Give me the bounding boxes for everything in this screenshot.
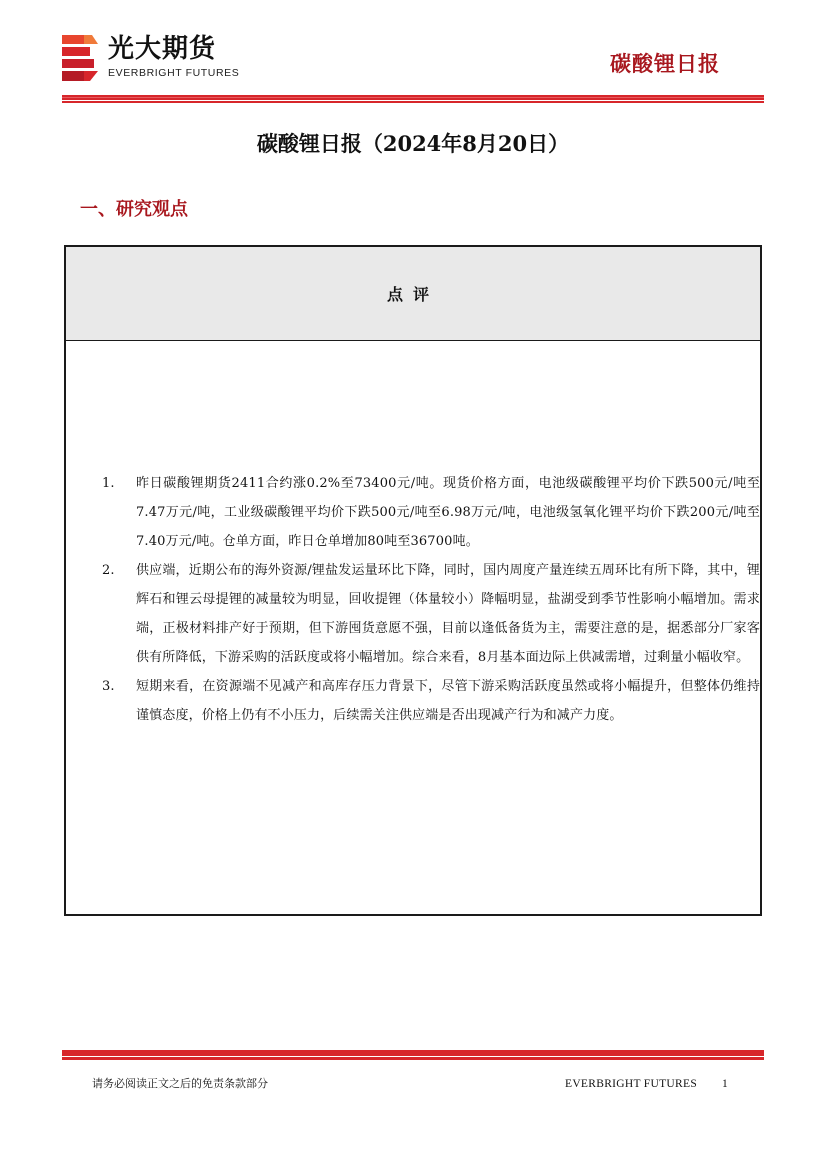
list-item-text: 昨日碳酸锂期货2411合约涨0.2%至73400元/吨。现货价格方面，电池级碳酸锂平均价下跌500元/吨至7.47万元/吨，工业级碳酸锂平均价下跌500元/吨至6.98万元/吨，电池级氢氧化锂平均价下跌200元/吨至7.40万元/吨。仓单方面，昨日仓单增加80吨至36700吨。 xyxy=(136,476,760,549)
list-item xyxy=(100,556,760,672)
page-number: 1 xyxy=(722,1078,728,1090)
list-item-text: 供应端，近期公布的海外资源/锂盐发运量环比下降，同时，国内周度产量连续五周环比有所下降，其中，锂辉石和锂云母提锂的减量较为明显，回收提锂（体量较小）降幅明显，盐湖受到季节性影响小幅增加。需求端，正极材料排产好于预期，但下游囤货意愿不强，目前以逢低备货为主，需要注意的是，据悉部分厂家客供有所降低，下游采购的活跃度或将小幅增加。综合来看，8月基本面边际上供减需增，过剩量小幅收窄。 xyxy=(136,563,760,665)
list-item-number: 1. xyxy=(102,476,115,491)
commentary-box xyxy=(64,245,762,916)
list-item xyxy=(100,469,760,556)
footer-divider xyxy=(62,1050,764,1061)
logo-english-name: EVERBRIGHT FUTURES xyxy=(108,67,240,79)
page-title: 碳酸锂日报（2024年8月20日） xyxy=(256,131,570,156)
commentary-header-label: 点评 xyxy=(386,285,439,304)
logo-chinese-name: 光大期货 xyxy=(108,34,217,64)
section-heading: 一、研究观点 xyxy=(80,199,188,220)
list-item-text: 短期来看，在资源端不见减产和高库存压力背景下，尽管下游采购活跃度虽然或将小幅提升，但整体仍维持谨慎态度，价格上仍有不小压力，后续需关注供应端是否出现减产行为和减产力度。 xyxy=(136,679,760,723)
header-divider xyxy=(62,95,764,103)
list-item xyxy=(100,672,760,730)
commentary-header xyxy=(66,247,760,341)
disclaimer-note: 请务必阅读正文之后的免责条款部分 xyxy=(92,1077,268,1090)
list-item-number: 2. xyxy=(102,563,115,578)
footer-company: EVERBRIGHT FUTURES xyxy=(565,1078,698,1090)
commentary-list xyxy=(100,469,760,730)
report-name: 碳酸锂日报 xyxy=(610,52,720,76)
everbright-logo-icon xyxy=(62,35,98,81)
list-item-number: 3. xyxy=(102,679,115,694)
